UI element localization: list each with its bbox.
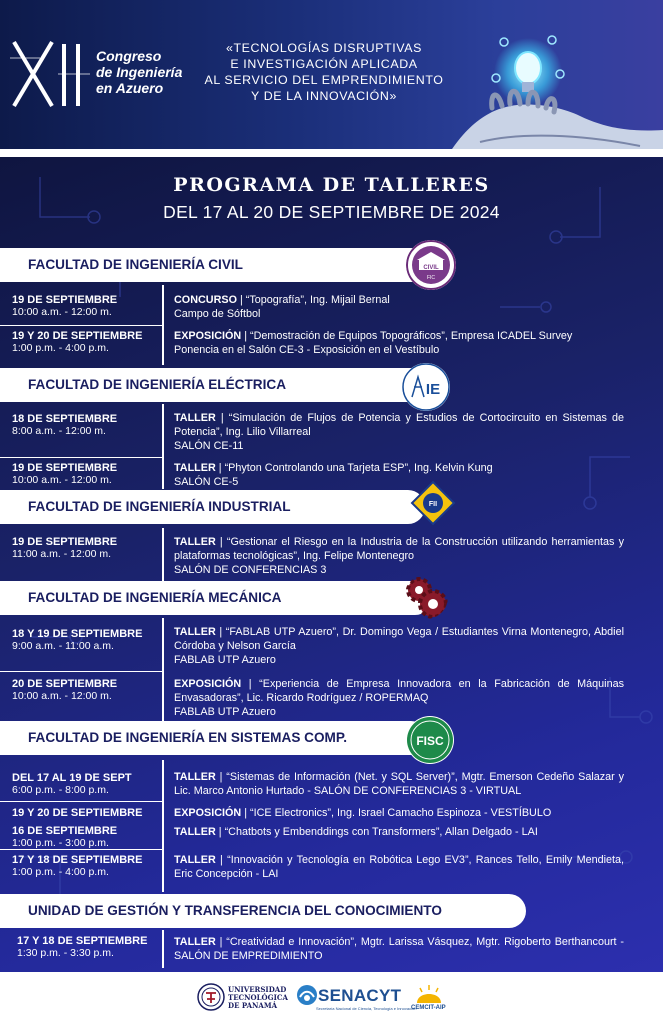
event-desc: | “ICE Electronics”, Ing. Israel Camacho Espinoza - VESTÍBULO xyxy=(241,807,552,819)
time-label: 1:00 p.m. - 4:00 p.m. xyxy=(12,342,109,354)
electrica-session-2-event xyxy=(174,461,624,489)
gestion-session-1-date xyxy=(17,935,167,959)
mecanica-gear-badge-icon xyxy=(404,575,448,619)
sistemas-session-2-date xyxy=(12,807,162,819)
date-label: 19 DE SEPTIEMBRE xyxy=(12,462,118,474)
xii-logo-icon xyxy=(10,36,92,112)
industrial-divider xyxy=(162,528,164,582)
civil-session-2-date xyxy=(12,330,162,354)
slogan-line-4: Y DE LA INNOVACIÓN» xyxy=(251,89,397,103)
electrica-session-2-date xyxy=(12,462,162,486)
mecanica-session-2-event xyxy=(174,677,624,719)
slogan-line-1: «TECNOLOGÍAS DISRUPTIVAS xyxy=(226,41,422,55)
row-separator xyxy=(0,849,162,850)
cemcit-name: CEMCIT-AIP xyxy=(411,1005,446,1011)
industrial-session-1-event xyxy=(174,535,624,577)
civil-badge-icon xyxy=(406,240,456,290)
gestion-session-1-event xyxy=(174,935,624,963)
faculty-tab-industrial: FACULTAD DE INGENIERÍA INDUSTRIAL xyxy=(0,490,425,524)
event-type: TALLER xyxy=(174,462,216,474)
utp-line-2: TECNOLÓGICA xyxy=(228,993,288,1002)
event-type: TALLER xyxy=(174,854,216,866)
time-label: 10:00 a.m. - 12:00 m. xyxy=(12,474,112,486)
civil-divider xyxy=(162,285,164,365)
event-location: Campo de Sóftbol xyxy=(174,308,261,320)
time-label: 10:00 a.m. - 12:00 m. xyxy=(12,690,112,702)
congress-line-3: en Azuero xyxy=(96,80,164,96)
page-title: PROGRAMA DE TALLERES xyxy=(173,174,490,196)
utp-line-3: DE PANAMÁ xyxy=(228,1001,278,1010)
svg-text:FIC: FIC xyxy=(426,275,436,281)
senacyt-subtitle: Secretaría Nacional de Ciencia, Tecnología e Innovación xyxy=(316,1006,417,1011)
event-desc: | “Sistemas de Información (Net. y SQL Server)”, Mgtr. Emerson Cedeño Salazar y Lic. Marco Antonio Hurtado - SALÓN DE CONFERENCIAS 3 - VIRTUAL xyxy=(174,771,624,797)
date-label: 18 Y 19 DE SEPTIEMBRE xyxy=(12,628,143,640)
header-banner xyxy=(0,0,663,157)
event-desc: | “Chatbots y Embenddings con Transformers”, Allan Delgado - LAI xyxy=(215,826,538,838)
event-location: SALÓN CE-5 xyxy=(174,476,239,488)
time-label: 6:00 p.m. - 8:00 p.m. xyxy=(12,784,109,796)
event-type: TALLER xyxy=(174,936,216,948)
date-label: 19 Y 20 DE SEPTIEMBRE xyxy=(12,330,143,342)
time-label: 11:00 a.m. - 12:00 m. xyxy=(12,548,112,560)
time-label: 1:30 p.m. - 3:30 p.m. xyxy=(17,947,114,959)
congress-line-2: de Ingeniería xyxy=(96,64,183,80)
event-location: SALÓN DE CONFERENCIAS 3 xyxy=(174,564,327,576)
event-type: EXPOSICIÓN xyxy=(174,678,242,690)
senacyt-name: SENACYT xyxy=(318,986,402,1005)
faculty-tab-mecanica: FACULTAD DE INGENIERÍA MECÁNICA xyxy=(0,581,432,615)
event-desc: | “Simulación de Flujos de Potencia y Estudios de Cortocircuito en Sistemas de Potencia”, Ing. Lilio Villarreal xyxy=(174,412,624,438)
event-desc: | “Innovación y Tecnología en Robótica Lego EV3”, Rances Tello, Emily Mendieta, Eric Concepción - LAI xyxy=(174,854,624,880)
svg-text:FISC: FISC xyxy=(416,734,444,748)
faculty-tab-sistemas: FACULTAD DE INGENIERÍA EN SISTEMAS COMP. xyxy=(0,721,428,755)
mecanica-divider xyxy=(162,618,164,722)
electrica-badge-icon xyxy=(402,363,450,411)
utp-name xyxy=(228,986,288,1010)
date-label: 20 DE SEPTIEMBRE xyxy=(12,678,118,690)
sistemas-session-4-date xyxy=(12,854,162,878)
event-type: TALLER xyxy=(174,412,216,424)
event-desc: | “Experiencia de Empresa Innovadora en la Fabricación de Máquinas Envasadoras”, Lic. Ricardo Rodríguez / ROPERMAQ xyxy=(174,678,624,704)
faculty-tab-civil: FACULTAD DE INGENIERÍA CIVIL xyxy=(0,248,428,282)
industrial-session-1-date xyxy=(12,536,162,560)
congress-line-1: Congreso xyxy=(96,48,162,64)
event-location: FABLAB UTP Azuero xyxy=(174,654,276,666)
event-type: TALLER xyxy=(174,536,216,548)
time-label: 9:00 a.m. - 11:00 a.m. xyxy=(12,640,114,652)
civil-session-2-event xyxy=(174,329,634,357)
page-subtitle: DEL 17 AL 20 DE SEPTIEMBRE DE 2024 xyxy=(163,202,500,222)
time-label: 8:00 a.m. - 12:00 m. xyxy=(12,425,106,437)
sistemas-session-4-event xyxy=(174,853,624,881)
industrial-badge-icon xyxy=(410,480,456,526)
mecanica-session-1-event xyxy=(174,625,624,667)
time-label: 1:00 p.m. - 4:00 p.m. xyxy=(12,866,109,878)
civil-session-1-event xyxy=(174,293,624,321)
electrica-divider xyxy=(162,404,164,489)
time-label: 1:00 p.m. - 3:00 p.m. xyxy=(12,837,109,849)
date-label: 19 DE SEPTIEMBRE xyxy=(12,294,118,306)
svg-text:CIVIL: CIVIL xyxy=(423,265,439,271)
event-type: EXPOSICIÓN xyxy=(174,807,242,819)
event-desc: | “Demostración de Equipos Topográficos”, Empresa ICADEL Survey xyxy=(241,330,573,342)
date-label: 17 Y 18 DE SEPTIEMBRE xyxy=(12,854,143,866)
date-label: 19 Y 20 DE SEPTIEMBRE xyxy=(12,807,143,819)
date-label: 19 DE SEPTIEMBRE xyxy=(12,536,118,548)
svg-text:FII: FII xyxy=(428,501,438,508)
date-label: 16 DE SEPTIEMBRE xyxy=(12,825,118,837)
event-location: SALÓN CE-11 xyxy=(174,440,244,452)
date-label: 17 Y 18 DE SEPTIEMBRE xyxy=(17,935,148,947)
time-label: 10:00 a.m. - 12:00 m. xyxy=(12,306,112,318)
event-desc: | “Phyton Controlando una Tarjeta ESP”, Ing. Kelvin Kung xyxy=(215,462,493,474)
sistemas-session-3-date xyxy=(12,825,162,849)
event-location: Ponencia en el Salón CE-3 - Exposición en el Vestíbulo xyxy=(174,344,440,356)
date-label: 18 DE SEPTIEMBRE xyxy=(12,413,118,425)
event-type: EXPOSICIÓN xyxy=(174,330,242,342)
row-separator xyxy=(0,671,162,672)
event-type: CONCURSO xyxy=(174,294,237,306)
electrica-session-1-event xyxy=(174,411,624,453)
robot-hand-lightbulb-icon xyxy=(440,22,663,157)
slogan-line-2: E INVESTIGACIÓN APLICADA xyxy=(230,57,418,71)
event-desc: | “Topografía”, Ing. Mijail Bernal xyxy=(236,294,390,306)
electrica-session-1-date xyxy=(12,413,162,437)
sistemas-session-1-date xyxy=(12,772,162,796)
event-desc: | “Creatividad e Innovación”, Mgtr. Larissa Vásquez, Mgtr. Rigoberto Berthancourt - SALÓN DE EMPREDIMIENTO xyxy=(174,936,624,962)
civil-session-1-date xyxy=(12,294,162,318)
sistemas-divider xyxy=(162,760,164,892)
svg-text:IE: IE xyxy=(425,381,441,398)
date-label: DEL 17 AL 19 DE SEPT xyxy=(12,772,132,784)
event-desc: | “FABLAB UTP Azuero”, Dr. Domingo Vega / Estudiantes Virna Montenegro, Abdiel Córdoba y Nelson García xyxy=(174,626,624,652)
congress-slogan xyxy=(190,40,458,104)
event-location: FABLAB UTP Azuero xyxy=(174,706,276,718)
utp-seal-icon xyxy=(197,983,225,1011)
row-separator xyxy=(0,457,162,458)
congress-name xyxy=(96,48,182,96)
unit-tab-gestion: UNIDAD DE GESTIÓN Y TRANSFERENCIA DEL CONOCIMIENTO xyxy=(0,894,526,928)
event-desc: | “Gestionar el Riesgo en la Industria de la Construcción utilizando herramientas y plataformas tecnológicas”, Ing. Felipe Montenegro xyxy=(174,536,624,562)
mecanica-session-2-date xyxy=(12,678,162,702)
row-separator xyxy=(0,801,162,802)
cemcit-logo-icon xyxy=(414,983,444,1005)
slogan-line-3: AL SERVICIO DEL EMPRENDIMIENTO xyxy=(204,73,444,87)
sistemas-badge-icon xyxy=(406,716,454,764)
row-separator xyxy=(0,325,162,326)
event-type: TALLER xyxy=(174,826,216,838)
utp-line-1: UNIVERSIDAD xyxy=(228,985,287,994)
sistemas-session-2-event xyxy=(174,806,624,820)
senacyt-logo-icon xyxy=(296,984,318,1006)
event-type: TALLER xyxy=(174,771,216,783)
mecanica-session-1-date xyxy=(12,628,162,652)
sistemas-session-3-event xyxy=(174,825,624,839)
event-type: TALLER xyxy=(174,626,216,638)
sistemas-session-1-event xyxy=(174,770,624,798)
faculty-tab-electrica: FACULTAD DE INGENIERÍA ELÉCTRICA xyxy=(0,368,432,402)
